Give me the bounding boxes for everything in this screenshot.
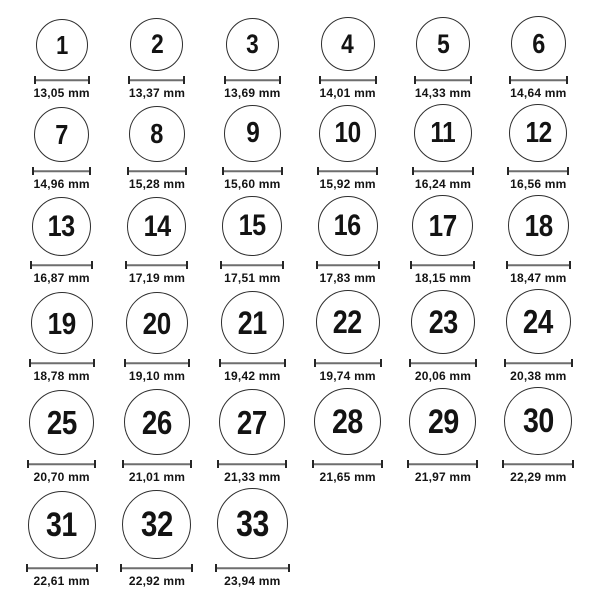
diameter-ruler — [506, 261, 571, 269]
ring-size-item — [120, 490, 193, 588]
ruler-line — [224, 170, 281, 172]
ring-size-number: 4 — [341, 28, 354, 59]
diameter-label: 21,97 mm — [414, 470, 472, 484]
ring-circle — [504, 387, 572, 455]
diameter-label: 19,10 mm — [128, 369, 186, 383]
diameter-label: 20,70 mm — [33, 470, 90, 484]
ruler-line — [506, 362, 571, 364]
diameter-ruler — [127, 167, 187, 175]
diameter-label: 16,87 mm — [33, 271, 90, 285]
ring-circle — [34, 107, 89, 162]
diameter-label: 17,19 mm — [128, 271, 186, 285]
ring-size-item — [316, 196, 380, 285]
ring-size-item — [30, 197, 93, 285]
diameter-label: 21,65 mm — [319, 470, 376, 484]
ring-size-row — [0, 488, 600, 588]
ring-size-item — [124, 292, 190, 383]
ring-circle — [416, 17, 470, 71]
ring-size-number: 23 — [428, 304, 458, 340]
ruler-line — [319, 170, 376, 172]
ring-size-item — [127, 106, 187, 191]
ring-size-number: 12 — [525, 116, 552, 149]
diameter-ruler — [409, 359, 477, 367]
diameter-ruler — [124, 359, 190, 367]
ring-size-row — [0, 16, 600, 100]
diameter-ruler — [317, 167, 378, 175]
ring-size-item — [412, 104, 474, 191]
ring-size-number: 21 — [237, 304, 267, 341]
ring-circle — [506, 289, 571, 354]
ring-circle — [414, 104, 472, 162]
ruler-line — [28, 567, 96, 569]
diameter-ruler — [319, 76, 377, 84]
ring-size-item — [217, 389, 287, 484]
ruler-line — [508, 264, 569, 266]
ring-size-number: 27 — [237, 403, 268, 441]
ring-size-item — [29, 292, 95, 383]
ring-size-number: 3 — [246, 29, 259, 59]
ring-size-item — [32, 107, 91, 191]
ring-size-item — [122, 389, 192, 484]
diameter-label: 20,06 mm — [414, 369, 472, 383]
ruler-line — [411, 362, 475, 364]
diameter-ruler — [220, 261, 284, 269]
ring-size-item — [128, 18, 185, 100]
diameter-ruler — [125, 261, 188, 269]
ruler-line — [31, 362, 93, 364]
ring-size-number: 26 — [141, 403, 172, 441]
ring-size-row — [0, 387, 600, 484]
diameter-ruler — [32, 167, 91, 175]
diameter-ruler — [122, 460, 192, 468]
ring-circle — [126, 292, 188, 354]
ruler-line — [504, 463, 572, 465]
ring-size-number: 7 — [55, 118, 68, 150]
diameter-label: 21,33 mm — [224, 470, 281, 484]
ruler-line — [124, 463, 190, 465]
ring-size-number: 17 — [428, 208, 458, 243]
ring-size-number: 13 — [48, 209, 76, 243]
diameter-label: 14,33 mm — [414, 86, 472, 100]
ring-size-number: 30 — [522, 402, 554, 440]
ring-size-item — [407, 388, 478, 484]
diameter-ruler — [29, 359, 95, 367]
ring-circle — [511, 16, 566, 71]
ring-circle — [321, 17, 375, 71]
ring-circle — [31, 292, 93, 354]
ring-size-number: 19 — [47, 305, 76, 341]
ring-size-row — [0, 104, 600, 191]
ring-circle — [318, 196, 378, 256]
ring-size-number: 25 — [46, 404, 77, 441]
ruler-line — [509, 170, 567, 172]
diameter-ruler — [219, 359, 286, 367]
diameter-ruler — [215, 564, 290, 572]
ring-size-item — [125, 197, 188, 285]
ring-size-number: 15 — [238, 209, 266, 242]
ring-size-number: 32 — [141, 505, 173, 544]
diameter-ruler — [502, 460, 574, 468]
ruler-line — [127, 264, 186, 266]
diameter-ruler — [316, 261, 380, 269]
diameter-ruler — [224, 76, 281, 84]
diameter-label: 18,78 mm — [33, 369, 90, 383]
ruler-line — [122, 567, 191, 569]
diameter-label: 16,24 mm — [414, 177, 472, 191]
diameter-label: 18,15 mm — [414, 271, 472, 285]
ring-circle — [219, 389, 285, 455]
ring-size-number: 18 — [524, 208, 553, 243]
ring-size-number: 29 — [427, 402, 459, 441]
diameter-label: 15,60 mm — [224, 177, 281, 191]
ring-size-item — [509, 16, 568, 100]
ring-size-item — [314, 290, 382, 383]
ruler-line — [321, 79, 375, 81]
diameter-ruler — [312, 460, 383, 468]
diameter-ruler — [410, 261, 475, 269]
ring-size-number: 33 — [235, 502, 269, 544]
ring-size-number: 1 — [55, 30, 68, 60]
ring-size-number: 20 — [142, 305, 172, 341]
diameter-label: 21,01 mm — [128, 470, 186, 484]
diameter-label: 23,94 mm — [224, 574, 281, 588]
ruler-line — [217, 567, 288, 569]
ring-size-item — [507, 104, 569, 191]
diameter-ruler — [128, 76, 185, 84]
diameter-label: 14,01 mm — [319, 86, 376, 100]
diameter-ruler — [120, 564, 193, 572]
ring-size-number: 11 — [430, 116, 456, 149]
ring-size-item — [506, 195, 571, 285]
ring-circle — [124, 389, 190, 455]
diameter-ruler — [414, 76, 472, 84]
ring-size-number: 2 — [150, 29, 164, 59]
diameter-ruler — [507, 167, 569, 175]
ruler-line — [34, 170, 89, 172]
diameter-label: 13,69 mm — [224, 86, 281, 100]
ring-size-row — [0, 195, 600, 285]
ring-size-row — [0, 289, 600, 383]
ruler-line — [221, 362, 284, 364]
diameter-label: 16,56 mm — [510, 177, 567, 191]
ring-size-number: 16 — [334, 209, 362, 242]
ruler-line — [130, 79, 183, 81]
ring-size-number: 9 — [245, 117, 259, 149]
ruler-line — [222, 264, 282, 266]
diameter-ruler — [26, 564, 98, 572]
ring-circle — [314, 388, 381, 455]
ruler-line — [318, 264, 378, 266]
diameter-label: 14,64 mm — [510, 86, 567, 100]
ring-circle — [129, 106, 185, 162]
diameter-label: 22,29 mm — [510, 470, 567, 484]
diameter-label: 17,83 mm — [319, 271, 376, 285]
ring-circle — [509, 104, 567, 162]
ring-circle — [32, 197, 91, 256]
ring-size-item — [502, 387, 574, 484]
ruler-line — [412, 264, 473, 266]
diameter-ruler — [504, 359, 573, 367]
ruler-line — [314, 463, 381, 465]
ring-circle — [122, 490, 191, 559]
ring-size-item — [219, 291, 286, 383]
ruler-line — [511, 79, 566, 81]
ring-circle — [36, 19, 88, 71]
ring-size-item — [504, 289, 573, 383]
ring-circle — [130, 18, 183, 71]
ring-size-item — [220, 196, 284, 285]
diameter-label: 15,28 mm — [128, 177, 186, 191]
ring-size-item — [414, 17, 472, 100]
ring-size-item — [410, 195, 475, 285]
diameter-label: 17,51 mm — [224, 271, 281, 285]
diameter-label: 20,38 mm — [510, 369, 567, 383]
diameter-ruler — [314, 359, 382, 367]
ring-size-item — [27, 390, 96, 484]
ring-size-item — [409, 290, 477, 383]
ruler-line — [316, 362, 380, 364]
ruler-line — [416, 79, 470, 81]
ring-size-number: 31 — [46, 506, 78, 544]
ring-circle — [409, 388, 476, 455]
ring-circle — [411, 290, 475, 354]
ring-circle — [412, 195, 473, 256]
ring-size-item — [34, 19, 90, 100]
ruler-line — [129, 170, 185, 172]
ring-size-item — [26, 491, 98, 588]
ruler-line — [36, 79, 88, 81]
ring-size-number: 8 — [150, 118, 164, 149]
diameter-ruler — [34, 76, 90, 84]
diameter-label: 13,05 mm — [33, 86, 90, 100]
ring-circle — [29, 390, 94, 455]
ring-circle — [127, 197, 186, 256]
diameter-label: 13,37 mm — [128, 86, 186, 100]
ruler-line — [414, 170, 472, 172]
ring-size-number: 24 — [523, 303, 554, 340]
ring-circle — [224, 105, 281, 162]
diameter-label: 19,74 mm — [319, 369, 376, 383]
diameter-label: 22,92 mm — [128, 574, 186, 588]
diameter-ruler — [217, 460, 287, 468]
ruler-line — [219, 463, 285, 465]
ring-circle — [508, 195, 569, 256]
ruler-line — [409, 463, 476, 465]
ring-size-item — [215, 488, 290, 588]
ring-size-number: 22 — [333, 304, 363, 340]
diameter-ruler — [30, 261, 93, 269]
ring-size-item — [319, 17, 377, 100]
ruler-line — [126, 362, 188, 364]
diameter-label: 15,92 mm — [319, 177, 376, 191]
ruler-line — [29, 463, 94, 465]
diameter-label: 18,47 mm — [510, 271, 567, 285]
diameter-label: 19,42 mm — [224, 369, 281, 383]
ring-size-number: 28 — [332, 402, 364, 441]
ring-circle — [316, 290, 380, 354]
diameter-label: 22,61 mm — [33, 574, 90, 588]
ring-size-item — [317, 105, 378, 191]
ruler-line — [226, 79, 279, 81]
ring-size-item — [222, 105, 283, 191]
ring-circle — [226, 18, 279, 71]
ring-size-item — [224, 18, 281, 100]
ring-circle — [222, 196, 282, 256]
ring-size-number: 10 — [334, 117, 361, 149]
ring-circle — [28, 491, 96, 559]
ring-size-number: 5 — [436, 28, 450, 59]
ring-circle — [217, 488, 288, 559]
ring-size-number: 14 — [143, 209, 171, 243]
diameter-label: 14,96 mm — [33, 177, 90, 191]
diameter-ruler — [412, 167, 474, 175]
ring-size-number: 6 — [531, 27, 545, 59]
ring-circle — [221, 291, 284, 354]
ring-circle — [319, 105, 376, 162]
ring-size-item — [312, 388, 383, 484]
diameter-ruler — [407, 460, 478, 468]
ruler-line — [32, 264, 91, 266]
diameter-ruler — [27, 460, 96, 468]
diameter-ruler — [509, 76, 568, 84]
diameter-ruler — [222, 167, 283, 175]
